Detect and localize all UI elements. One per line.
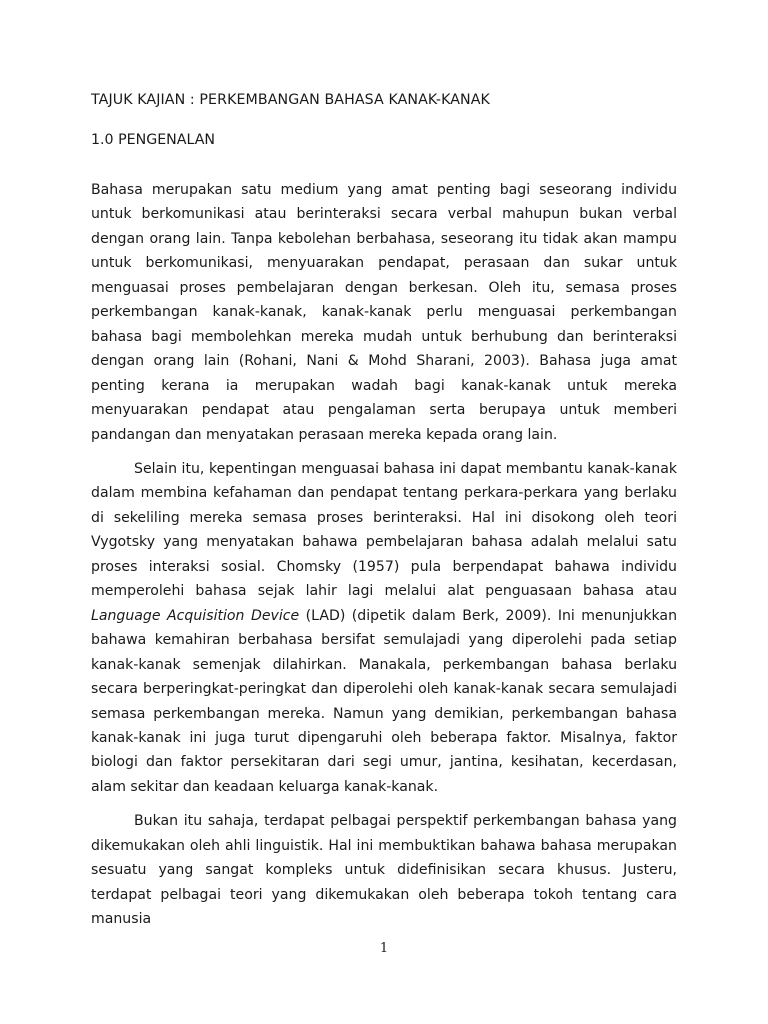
paragraph-introduction: Bahasa merupakan satu medium yang amat penting bagi seseorang individu untuk berkomunikasi atau berinteraksi secara verbal mahupun bukan verbal dengan orang lain. Tanpa kebolehan berbahasa, seseorang itu tidak akan mampu untuk berkomunikasi, menyuarakan pendapat, perasaan dan sukar untuk menguasai proses pembelajaran dengan berkesan. Oleh itu, semasa proses perkembangan kanak-kanak, kanak-kanak perlu menguasai perkembangan bahasa bagi membolehkan mereka mudah untuk berhubung dan berinteraksi dengan orang lain (Rohani, Nani & Mohd Sharani, 2003). Bahasa juga amat penting kerana ia merupakan wadah bagi kanak-kanak untuk mereka menyuarakan pendapat atau pengalaman serta berupaya untuk memberi pandangan dan menyatakan perasaan mereka kepada orang lain. [91,182,677,443]
page-number: 1 [379,941,389,956]
body-text [91,178,677,942]
italic-term-lad: Language Acquisition Device [91,607,300,624]
paragraph-text-segment: (LAD) (dipetik dalam Berk, 2009). Ini menunjukkan bahawa kemahiran berbahasa bersifat semulajadi yang diperolehi pada setiap kanak-kanak semenjak dilahirkan. Manakala, perkembangan bahasa berlaku secara berperingkat-peringkat dan diperolehi oleh kanak-kanak secara semulajadi semasa perkembangan mereka. Namun yang demikian, perkembangan bahasa kanak-kanak ini juga turut dipengaruhi oleh beberapa faktor. Misalnya, faktor biologi dan faktor persekitaran dari segi umur, jantina, kesihatan, kecerdasan, alam sekitar dan keadaan keluarga kanak-kanak. [91,607,677,795]
paragraph-language-acquisition [91,457,677,799]
paragraph-linguistic-perspectives: Bukan itu sahaja, terdapat pelbagai perspektif perkembangan bahasa yang dikemukakan oleh ahli linguistik. Hal ini membuktikan bahawa bahasa merupakan sesuatu yang sangat kompleks untuk didefinisikan secara khusus. Justeru, terdapat pelbagai teori yang dikemukakan oleh beberapa tokoh tentang cara manusia [91,813,677,928]
paragraph-text-segment: Selain itu, kepentingan menguasai bahasa ini dapat membantu kanak-kanak dalam membina kefahaman dan pendapat tentang perkara-perkara yang berlaku di sekeliling mereka semasa proses berinteraksi. Hal ini disokong oleh teori Vygotsky yang menyatakan bahawa pembelajaran bahasa adalah melalui satu proses interaksi sosial. Chomsky (1957) pula berpendapat bahawa individu memperolehi bahasa sejak lahir lagi melalui alat penguasaan bahasa atau [91,460,677,600]
section-heading: 1.0 PENGENALAN [91,132,216,148]
document-title: TAJUK KAJIAN : PERKEMBANGAN BAHASA KANAK-KANAK [91,92,490,108]
